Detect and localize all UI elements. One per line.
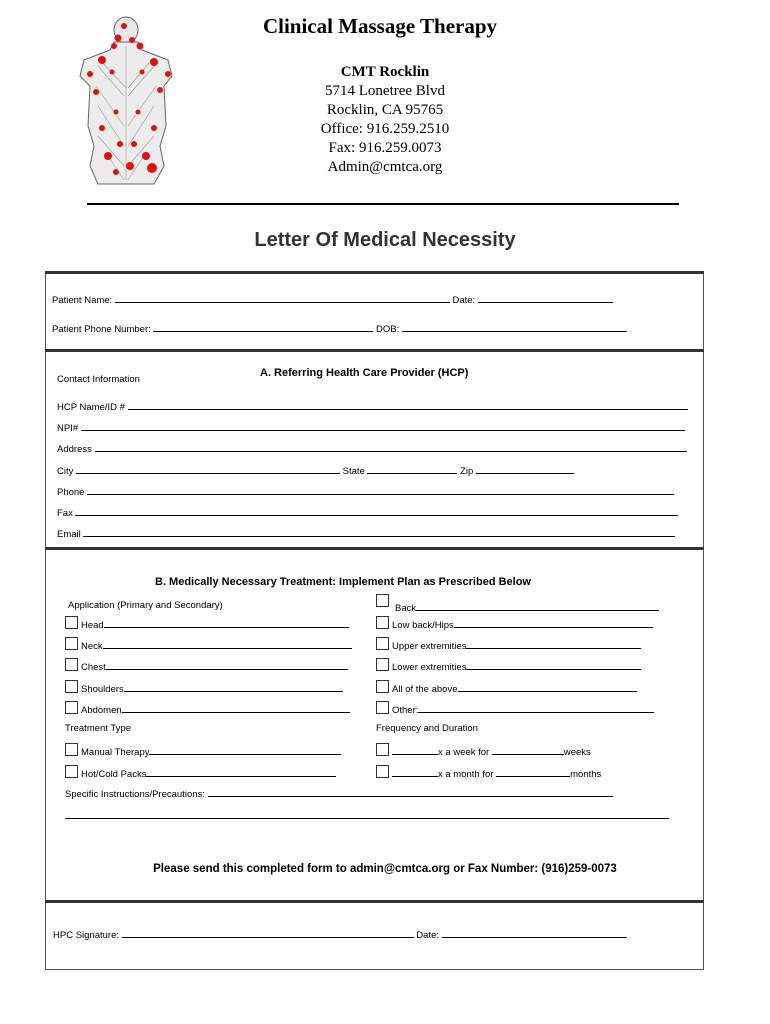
npi-label: NPI# [57, 423, 79, 434]
month-label: x a month for [438, 769, 494, 780]
state-label: State [342, 466, 365, 477]
patient-date-field[interactable] [478, 293, 613, 303]
office-name: CMT Rocklin [340, 64, 430, 80]
office-phone: Office: 916.259.2510 [320, 121, 450, 137]
signature-label: HPC Signature: [53, 930, 120, 941]
shoulders-label: Shoulders [81, 684, 124, 695]
page-title: Letter Of Medical Necessity [254, 229, 516, 251]
low-back-checkbox[interactable] [376, 616, 389, 629]
chest-label: Chest [81, 662, 106, 673]
lower-extremities-label: Lower extremities [392, 662, 467, 673]
patient-phone-label: Patient Phone Number: [52, 324, 151, 335]
lower-extremities-field[interactable] [466, 660, 641, 670]
contact-info-label: Contact Information [57, 374, 140, 385]
other-label: Other: [392, 705, 419, 716]
number-of-months-field[interactable] [496, 767, 570, 777]
manual-therapy-checkbox[interactable] [65, 743, 78, 756]
divider [45, 900, 704, 903]
weeks-unit-label: weeks [563, 747, 591, 758]
other-field[interactable] [418, 703, 654, 713]
back-label: Back [395, 603, 417, 614]
times-per-month-field[interactable] [392, 767, 438, 777]
npi-field[interactable] [81, 421, 685, 431]
hcp-phone-field[interactable] [87, 485, 674, 495]
hcp-email-field[interactable] [83, 527, 675, 537]
patient-phone-row [52, 322, 627, 335]
fax-row [57, 506, 678, 519]
hcp-fax-field[interactable] [75, 506, 678, 516]
all-of-the-above-label: All of the above [392, 684, 458, 695]
zip-field[interactable] [476, 464, 574, 474]
section-a-heading: A. Referring Health Care Provider (HCP) [260, 367, 469, 379]
head-checkbox[interactable] [65, 616, 78, 629]
instructions-label: Specific Instructions/Precautions: [65, 789, 205, 800]
low-back-field[interactable] [454, 618, 653, 628]
dob-label: DOB: [376, 324, 400, 335]
head-label: Head [81, 620, 104, 631]
phone-row [57, 485, 674, 498]
months-unit-label: months [570, 769, 602, 780]
treatment-type-label: Treatment Type [65, 723, 132, 734]
header-divider [87, 203, 679, 205]
hcp-address-field[interactable] [95, 442, 687, 452]
shoulders-checkbox[interactable] [65, 680, 78, 693]
address-line-1: 5714 Lonetree Blvd [325, 83, 445, 99]
email-address: Admin@cmtca.org [327, 159, 443, 175]
lower-extremities-checkbox[interactable] [376, 658, 389, 671]
back-field[interactable] [416, 601, 659, 611]
hcp-fax-label: Fax [57, 508, 73, 519]
hcp-address-label: Address [57, 444, 92, 455]
signature-date-label: Date: [416, 930, 440, 941]
number-of-weeks-field[interactable] [492, 745, 564, 755]
neck-field[interactable] [103, 639, 352, 649]
neck-label: Neck [81, 641, 103, 652]
patient-date-label: Date: [452, 295, 476, 306]
signature-date-field[interactable] [442, 928, 627, 938]
all-of-the-above-field[interactable] [458, 682, 637, 692]
frequency-month-checkbox[interactable] [376, 765, 389, 778]
hot-cold-packs-checkbox[interactable] [65, 765, 78, 778]
zip-label: Zip [460, 466, 474, 477]
signature-row [53, 928, 627, 941]
npi-row [57, 421, 685, 434]
chest-checkbox[interactable] [65, 658, 78, 671]
upper-extremities-field[interactable] [466, 639, 641, 649]
fax-number: Fax: 916.259.0073 [328, 140, 442, 156]
back-checkbox[interactable] [376, 594, 389, 607]
patient-name-row [52, 293, 613, 306]
city-label: City [57, 466, 74, 477]
abdomen-checkbox[interactable] [65, 701, 78, 714]
patient-name-field[interactable] [115, 293, 450, 303]
divider [45, 349, 704, 352]
address-row [57, 442, 687, 455]
address-line-2: Rocklin, CA 95765 [326, 102, 444, 118]
city-field[interactable] [76, 464, 340, 474]
other-checkbox[interactable] [376, 701, 389, 714]
state-field[interactable] [367, 464, 457, 474]
upper-extremities-label: Upper extremities [392, 641, 467, 652]
anatomy-illustration [68, 16, 178, 190]
abdomen-label: Abdomen [81, 705, 122, 716]
instructions-field[interactable] [208, 787, 613, 797]
hcp-name-field[interactable] [128, 400, 688, 410]
city-row [57, 464, 574, 477]
manual-therapy-field[interactable] [149, 745, 341, 755]
week-label: x a week for [438, 747, 490, 758]
hot-cold-packs-field[interactable] [146, 767, 336, 777]
shoulders-field[interactable] [124, 682, 343, 692]
times-per-week-field[interactable] [392, 745, 438, 755]
head-field[interactable] [104, 618, 349, 628]
chest-field[interactable] [106, 660, 348, 670]
hcp-email-label: Email [57, 529, 81, 540]
form-bottom-border [45, 969, 704, 970]
hcp-phone-label: Phone [57, 487, 85, 498]
application-label: Application (Primary and Secondary) [68, 600, 223, 611]
org-title: Clinical Massage Therapy [262, 14, 498, 38]
instructions-row [65, 787, 613, 800]
hcp-name-label: HCP Name/ID # [57, 402, 125, 413]
hcp-name-row [57, 400, 688, 413]
email-row [57, 527, 675, 540]
patient-phone-field[interactable] [153, 322, 373, 332]
divider [45, 547, 704, 550]
frequency-week-checkbox[interactable] [376, 743, 389, 756]
all-of-the-above-checkbox[interactable] [376, 680, 389, 693]
send-note: Please send this completed form to admin@cmtca.org or Fax Number: (916)259-0073 [153, 863, 617, 875]
divider [45, 271, 704, 274]
signature-field[interactable] [122, 928, 414, 938]
patient-name-label: Patient Name: [52, 295, 113, 306]
hot-cold-packs-label: Hot/Cold Packs [81, 769, 147, 780]
abdomen-field[interactable] [122, 703, 350, 713]
manual-therapy-label: Manual Therapy [81, 747, 150, 758]
upper-extremities-checkbox[interactable] [376, 637, 389, 650]
neck-checkbox[interactable] [65, 637, 78, 650]
low-back-label: Low back/Hips [392, 620, 454, 631]
instructions-field-line-2[interactable] [65, 818, 669, 819]
dob-field[interactable] [402, 322, 627, 332]
section-b-heading: B. Medically Necessary Treatment: Implement Plan as Prescribed Below [155, 576, 531, 588]
frequency-label: Frequency and Duration [376, 723, 478, 734]
